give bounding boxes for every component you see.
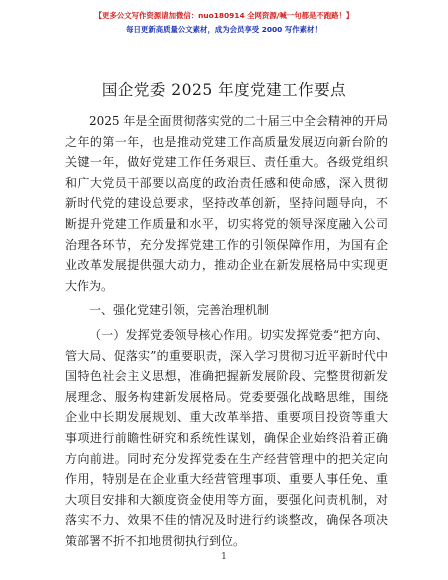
section-paragraph: （一）发挥党委领导核心作用。切实发挥党委“把方向、管大局、促落实”的重要职责，深入学习贯彻习近平新时代中国特色社会主义思想，准确把握新发展阶段、完整贯彻新发展理念、服务构建新发展格局。党委要强化战略思维，围绕企业中长期发展规划、重大改革举措、重要项目投资等重大事项进行前瞻性研究和系统性谋划，确保企业始终沿着正确方向前进。同时充分发挥党委在生产经营管理中的把关定向作用，特别是在企业重大经营管理事项、重要人事任免、重大项目安排和大额度资金使用等方面，要强化问责机制，对落实不力、效果不佳的情况及时进行约谈整改，确保各项决策部署不折不扣地贯彻执行到位。 — [65, 327, 388, 548]
document-body — [65, 111, 388, 551]
document-title: 国企党委 2025 年度党建工作要点 — [101, 81, 347, 99]
page-number: 1 — [221, 552, 227, 562]
section-heading: 一、强化党建引领，完善治理机制 — [89, 303, 270, 318]
promo-banner-line-2: 每日更新高质量公文素材，成为会员享受 2000 写作素材！ — [126, 25, 322, 34]
promo-banner-line-1: 【更多公文写作资源请加微信：nuo180914 全网资源/喊一句都是不跑路！】 — [94, 11, 354, 20]
intro-paragraph: 2025 年是全面贯彻落实党的二十届三中全会精神的开局之年的第一年，也是推动党建工作高质量发展迈向新台阶的关键一年，做好党建工作任务艰巨、责任重大。各级党组织和广大党员干部要以高度的政治责任感和使命感，深入贯彻新时代党的建设总要求，坚持改革创新，坚持问题导向，不断提升党建工作质量和水平，切实将党的领导深度融入公司治理各环节，充分发挥党建工作的引领保障作用，为国有企业改革发展提供强大动力，推动企业在新发展格局中实现更大作为。 — [65, 114, 388, 293]
